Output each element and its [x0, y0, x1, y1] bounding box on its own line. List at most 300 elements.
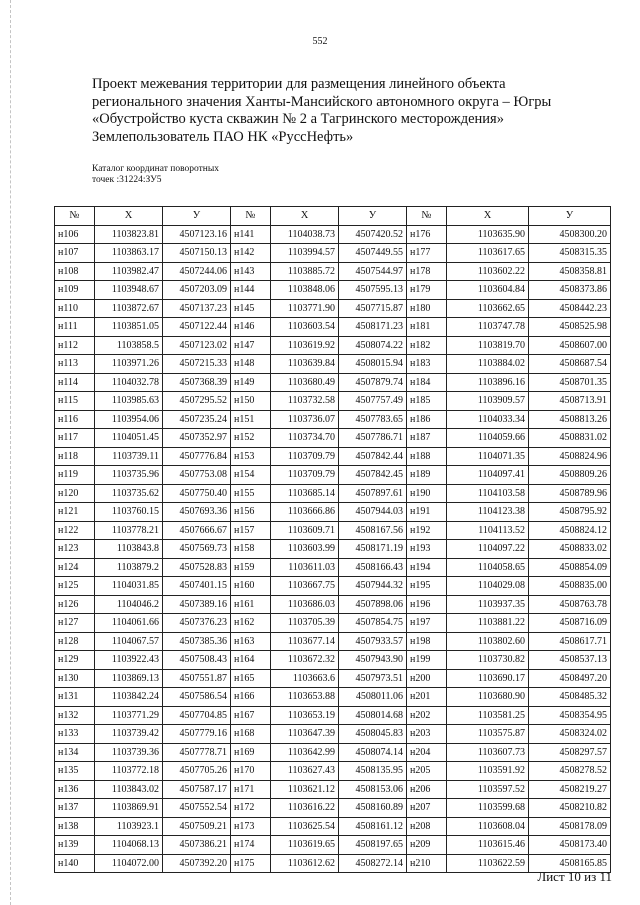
x-coordinate-cell: 1103747.78: [447, 318, 529, 337]
x-coordinate-cell: 1103609.71: [271, 521, 339, 540]
table-header-row: [55, 207, 611, 226]
y-coordinate-cell: 4507420.52: [339, 225, 407, 244]
y-coordinate-cell: 4508497.20: [529, 669, 611, 688]
y-coordinate-cell: 4508166.43: [339, 558, 407, 577]
x-coordinate-cell: 1104038.73: [271, 225, 339, 244]
x-coordinate-cell: 1103653.88: [271, 688, 339, 707]
x-coordinate-cell: 1103677.14: [271, 632, 339, 651]
y-coordinate-cell: 4507842.45: [339, 466, 407, 485]
x-coordinate-cell: 1104097.41: [447, 466, 529, 485]
y-coordinate-cell: 4507753.08: [163, 466, 231, 485]
point-id-cell: н199: [407, 651, 447, 670]
point-id-cell: н188: [407, 447, 447, 466]
column-header: У: [163, 207, 231, 226]
y-coordinate-cell: 4507944.32: [339, 577, 407, 596]
x-coordinate-cell: 1104058.65: [447, 558, 529, 577]
x-coordinate-cell: 1103709.79: [271, 466, 339, 485]
point-id-cell: н158: [231, 540, 271, 559]
y-coordinate-cell: 4507973.51: [339, 669, 407, 688]
y-coordinate-cell: 4508354.95: [529, 706, 611, 725]
x-coordinate-cell: 1103885.72: [271, 262, 339, 281]
y-coordinate-cell: 4507779.16: [163, 725, 231, 744]
x-coordinate-cell: 1103739.11: [95, 447, 163, 466]
point-id-cell: н147: [231, 336, 271, 355]
y-coordinate-cell: 4507715.87: [339, 299, 407, 318]
x-coordinate-cell: 1103771.29: [95, 706, 163, 725]
y-coordinate-cell: 4507295.52: [163, 392, 231, 411]
point-id-cell: н200: [407, 669, 447, 688]
point-id-cell: н111: [55, 318, 95, 337]
point-id-cell: н186: [407, 410, 447, 429]
point-id-cell: н118: [55, 447, 95, 466]
table-row: [55, 225, 611, 244]
y-coordinate-cell: 4508173.40: [529, 836, 611, 855]
point-id-cell: н150: [231, 392, 271, 411]
point-id-cell: н208: [407, 817, 447, 836]
y-coordinate-cell: 4508358.81: [529, 262, 611, 281]
y-coordinate-cell: 4507203.09: [163, 281, 231, 300]
table-row: [55, 595, 611, 614]
x-coordinate-cell: 1104068.13: [95, 836, 163, 855]
point-id-cell: н121: [55, 503, 95, 522]
point-id-cell: н180: [407, 299, 447, 318]
y-coordinate-cell: 4507123.02: [163, 336, 231, 355]
column-header: X: [271, 207, 339, 226]
table-row: [55, 688, 611, 707]
y-coordinate-cell: 4507368.39: [163, 373, 231, 392]
point-id-cell: н109: [55, 281, 95, 300]
x-coordinate-cell: 1103937.35: [447, 595, 529, 614]
y-coordinate-cell: 4508197.65: [339, 836, 407, 855]
x-coordinate-cell: 1103603.54: [271, 318, 339, 337]
y-coordinate-cell: 4507352.97: [163, 429, 231, 448]
x-coordinate-cell: 1103680.90: [447, 688, 529, 707]
point-id-cell: н189: [407, 466, 447, 485]
y-coordinate-cell: 4508210.82: [529, 799, 611, 818]
point-id-cell: н144: [231, 281, 271, 300]
y-coordinate-cell: 4507897.61: [339, 484, 407, 503]
table-row: [55, 447, 611, 466]
y-coordinate-cell: 4508701.35: [529, 373, 611, 392]
x-coordinate-cell: 1103622.59: [447, 854, 529, 873]
x-coordinate-cell: 1103662.65: [447, 299, 529, 318]
point-id-cell: н179: [407, 281, 447, 300]
x-coordinate-cell: 1103616.22: [271, 799, 339, 818]
title-line: Проект межевания территории для размещения линейного объекта: [92, 76, 506, 92]
table-row: [55, 540, 611, 559]
y-coordinate-cell: 4507122.44: [163, 318, 231, 337]
point-id-cell: н193: [407, 540, 447, 559]
x-coordinate-cell: 1103985.63: [95, 392, 163, 411]
x-coordinate-cell: 1103625.54: [271, 817, 339, 836]
x-coordinate-cell: 1103851.05: [95, 318, 163, 337]
y-coordinate-cell: 4507778.71: [163, 743, 231, 762]
point-id-cell: н126: [55, 595, 95, 614]
y-coordinate-cell: 4508716.09: [529, 614, 611, 633]
x-coordinate-cell: 1103735.62: [95, 484, 163, 503]
x-coordinate-cell: 1103603.99: [271, 540, 339, 559]
y-coordinate-cell: 4508442.23: [529, 299, 611, 318]
point-id-cell: н139: [55, 836, 95, 855]
x-coordinate-cell: 1103848.06: [271, 281, 339, 300]
point-id-cell: н177: [407, 244, 447, 263]
point-id-cell: н119: [55, 466, 95, 485]
point-id-cell: н172: [231, 799, 271, 818]
x-coordinate-cell: 1103732.58: [271, 392, 339, 411]
point-id-cell: н125: [55, 577, 95, 596]
y-coordinate-cell: 4507137.23: [163, 299, 231, 318]
x-coordinate-cell: 1103627.43: [271, 762, 339, 781]
x-coordinate-cell: 1103819.70: [447, 336, 529, 355]
point-id-cell: н176: [407, 225, 447, 244]
point-id-cell: н164: [231, 651, 271, 670]
point-id-cell: н195: [407, 577, 447, 596]
point-id-cell: н204: [407, 743, 447, 762]
table-row: [55, 669, 611, 688]
y-coordinate-cell: 4508713.91: [529, 392, 611, 411]
y-coordinate-cell: 4508074.14: [339, 743, 407, 762]
point-id-cell: н170: [231, 762, 271, 781]
x-coordinate-cell: 1103672.32: [271, 651, 339, 670]
point-id-cell: н197: [407, 614, 447, 633]
x-coordinate-cell: 1103982.47: [95, 262, 163, 281]
y-coordinate-cell: 4508687.54: [529, 355, 611, 374]
table-row: [55, 521, 611, 540]
y-coordinate-cell: 4507401.15: [163, 577, 231, 596]
point-id-cell: н167: [231, 706, 271, 725]
y-coordinate-cell: 4508525.98: [529, 318, 611, 337]
y-coordinate-cell: 4507552.54: [163, 799, 231, 818]
x-coordinate-cell: 1103971.26: [95, 355, 163, 374]
x-coordinate-cell: 1103869.13: [95, 669, 163, 688]
x-coordinate-cell: 1104029.08: [447, 577, 529, 596]
x-coordinate-cell: 1103685.14: [271, 484, 339, 503]
table-row: [55, 743, 611, 762]
table-row: [55, 854, 611, 873]
point-id-cell: н155: [231, 484, 271, 503]
point-id-cell: н190: [407, 484, 447, 503]
y-coordinate-cell: 4507569.73: [163, 540, 231, 559]
y-coordinate-cell: 4508014.68: [339, 706, 407, 725]
point-id-cell: н157: [231, 521, 271, 540]
y-coordinate-cell: 4508297.57: [529, 743, 611, 762]
y-coordinate-cell: 4507898.06: [339, 595, 407, 614]
point-id-cell: н185: [407, 392, 447, 411]
point-id-cell: н106: [55, 225, 95, 244]
point-id-cell: н165: [231, 669, 271, 688]
y-coordinate-cell: 4507933.57: [339, 632, 407, 651]
x-coordinate-cell: 1103994.57: [271, 244, 339, 263]
point-id-cell: н154: [231, 466, 271, 485]
point-id-cell: н207: [407, 799, 447, 818]
sheet-counter: Лист 10 из 11: [537, 869, 612, 884]
y-coordinate-cell: 4508011.06: [339, 688, 407, 707]
point-id-cell: н129: [55, 651, 95, 670]
x-coordinate-cell: 1103869.91: [95, 799, 163, 818]
table-row: [55, 373, 611, 392]
x-coordinate-cell: 1103872.67: [95, 299, 163, 318]
x-coordinate-cell: 1103635.90: [447, 225, 529, 244]
point-id-cell: н161: [231, 595, 271, 614]
point-id-cell: н202: [407, 706, 447, 725]
x-coordinate-cell: 1103736.07: [271, 410, 339, 429]
x-coordinate-cell: 1103863.17: [95, 244, 163, 263]
x-coordinate-cell: 1103823.81: [95, 225, 163, 244]
y-coordinate-cell: 4508789.96: [529, 484, 611, 503]
catalog-label-line: точек :31224:ЗУ5: [92, 175, 162, 185]
point-id-cell: н141: [231, 225, 271, 244]
point-id-cell: н198: [407, 632, 447, 651]
x-coordinate-cell: 1103642.99: [271, 743, 339, 762]
table-row: [55, 577, 611, 596]
x-coordinate-cell: 1103690.17: [447, 669, 529, 688]
column-header: №: [55, 207, 95, 226]
x-coordinate-cell: 1103611.03: [271, 558, 339, 577]
x-coordinate-cell: 1103896.16: [447, 373, 529, 392]
x-coordinate-cell: 1103881.22: [447, 614, 529, 633]
point-id-cell: н171: [231, 780, 271, 799]
y-coordinate-cell: 4508373.86: [529, 281, 611, 300]
y-coordinate-cell: 4508178.09: [529, 817, 611, 836]
y-coordinate-cell: 4508537.13: [529, 651, 611, 670]
y-coordinate-cell: 4508045.83: [339, 725, 407, 744]
point-id-cell: н107: [55, 244, 95, 263]
y-coordinate-cell: 4508219.27: [529, 780, 611, 799]
point-id-cell: н145: [231, 299, 271, 318]
point-id-cell: н160: [231, 577, 271, 596]
y-coordinate-cell: 4508617.71: [529, 632, 611, 651]
x-coordinate-cell: 1103575.87: [447, 725, 529, 744]
point-id-cell: н135: [55, 762, 95, 781]
y-coordinate-cell: 4508300.20: [529, 225, 611, 244]
y-coordinate-cell: 4507392.20: [163, 854, 231, 873]
table-row: [55, 799, 611, 818]
x-coordinate-cell: 1103954.06: [95, 410, 163, 429]
point-id-cell: н205: [407, 762, 447, 781]
x-coordinate-cell: 1103607.73: [447, 743, 529, 762]
x-coordinate-cell: 1103667.75: [271, 577, 339, 596]
y-coordinate-cell: 4508074.22: [339, 336, 407, 355]
point-id-cell: н151: [231, 410, 271, 429]
x-coordinate-cell: 1103597.52: [447, 780, 529, 799]
table-row: [55, 410, 611, 429]
y-coordinate-cell: 4508854.09: [529, 558, 611, 577]
y-coordinate-cell: 4508165.85: [529, 854, 611, 873]
y-coordinate-cell: 4507587.17: [163, 780, 231, 799]
x-coordinate-cell: 1103581.25: [447, 706, 529, 725]
y-coordinate-cell: 4507879.74: [339, 373, 407, 392]
y-coordinate-cell: 4507854.75: [339, 614, 407, 633]
x-coordinate-cell: 1103879.2: [95, 558, 163, 577]
point-id-cell: н134: [55, 743, 95, 762]
y-coordinate-cell: 4507528.83: [163, 558, 231, 577]
point-id-cell: н187: [407, 429, 447, 448]
x-coordinate-cell: 1103619.65: [271, 836, 339, 855]
x-coordinate-cell: 1104072.00: [95, 854, 163, 873]
y-coordinate-cell: 4507693.36: [163, 503, 231, 522]
y-coordinate-cell: 4508835.00: [529, 577, 611, 596]
table-body: [55, 225, 611, 873]
point-id-cell: н184: [407, 373, 447, 392]
table-row: [55, 725, 611, 744]
point-id-cell: н136: [55, 780, 95, 799]
x-coordinate-cell: 1103739.42: [95, 725, 163, 744]
y-coordinate-cell: 4508160.89: [339, 799, 407, 818]
point-id-cell: н138: [55, 817, 95, 836]
column-header: №: [231, 207, 271, 226]
table-row: [55, 466, 611, 485]
y-coordinate-cell: 4507586.54: [163, 688, 231, 707]
y-coordinate-cell: 4507449.55: [339, 244, 407, 263]
table-row: [55, 281, 611, 300]
table-row: [55, 632, 611, 651]
table-row: [55, 244, 611, 263]
point-id-cell: н210: [407, 854, 447, 873]
x-coordinate-cell: 1104103.58: [447, 484, 529, 503]
y-coordinate-cell: 4507666.67: [163, 521, 231, 540]
y-coordinate-cell: 4507783.65: [339, 410, 407, 429]
document-title: [92, 76, 612, 146]
x-coordinate-cell: 1103653.19: [271, 706, 339, 725]
x-coordinate-cell: 1104051.45: [95, 429, 163, 448]
column-header: X: [95, 207, 163, 226]
x-coordinate-cell: 1103619.92: [271, 336, 339, 355]
point-id-cell: н120: [55, 484, 95, 503]
x-coordinate-cell: 1103843.8: [95, 540, 163, 559]
y-coordinate-cell: 4507386.21: [163, 836, 231, 855]
coordinate-table: [54, 206, 611, 873]
point-id-cell: н122: [55, 521, 95, 540]
point-id-cell: н142: [231, 244, 271, 263]
table-row: [55, 706, 611, 725]
y-coordinate-cell: 4507544.97: [339, 262, 407, 281]
scan-edge-line: [10, 0, 11, 905]
y-coordinate-cell: 4508153.06: [339, 780, 407, 799]
table-row: [55, 503, 611, 522]
x-coordinate-cell: 1103843.02: [95, 780, 163, 799]
x-coordinate-cell: 1103771.90: [271, 299, 339, 318]
point-id-cell: н182: [407, 336, 447, 355]
y-coordinate-cell: 4507509.21: [163, 817, 231, 836]
x-coordinate-cell: 1104032.78: [95, 373, 163, 392]
point-id-cell: н169: [231, 743, 271, 762]
y-coordinate-cell: 4508607.00: [529, 336, 611, 355]
point-id-cell: н148: [231, 355, 271, 374]
x-coordinate-cell: 1103591.92: [447, 762, 529, 781]
x-coordinate-cell: 1103760.15: [95, 503, 163, 522]
x-coordinate-cell: 1103909.57: [447, 392, 529, 411]
point-id-cell: н168: [231, 725, 271, 744]
point-id-cell: н203: [407, 725, 447, 744]
x-coordinate-cell: 1103617.65: [447, 244, 529, 263]
x-coordinate-cell: 1104067.57: [95, 632, 163, 651]
x-coordinate-cell: 1103612.62: [271, 854, 339, 873]
x-coordinate-cell: 1103922.43: [95, 651, 163, 670]
title-line: «Обустройство куста скважин № 2 а Тагринского месторождения»: [92, 111, 504, 127]
table-row: [55, 558, 611, 577]
x-coordinate-cell: 1103858.5: [95, 336, 163, 355]
table-row: [55, 817, 611, 836]
y-coordinate-cell: 4508795.92: [529, 503, 611, 522]
y-coordinate-cell: 4507376.23: [163, 614, 231, 633]
y-coordinate-cell: 4507150.13: [163, 244, 231, 263]
catalog-label: [92, 164, 312, 186]
x-coordinate-cell: 1104113.52: [447, 521, 529, 540]
y-coordinate-cell: 4507123.16: [163, 225, 231, 244]
point-id-cell: н183: [407, 355, 447, 374]
y-coordinate-cell: 4508315.35: [529, 244, 611, 263]
y-coordinate-cell: 4508135.95: [339, 762, 407, 781]
table-row: [55, 392, 611, 411]
y-coordinate-cell: 4508824.12: [529, 521, 611, 540]
y-coordinate-cell: 4507842.44: [339, 447, 407, 466]
x-coordinate-cell: 1103615.46: [447, 836, 529, 855]
column-header: X: [447, 207, 529, 226]
point-id-cell: н124: [55, 558, 95, 577]
x-coordinate-cell: 1103778.21: [95, 521, 163, 540]
point-id-cell: н113: [55, 355, 95, 374]
point-id-cell: н178: [407, 262, 447, 281]
y-coordinate-cell: 4507704.85: [163, 706, 231, 725]
x-coordinate-cell: 1104061.66: [95, 614, 163, 633]
point-id-cell: н140: [55, 854, 95, 873]
x-coordinate-cell: 1103842.24: [95, 688, 163, 707]
x-coordinate-cell: 1104033.34: [447, 410, 529, 429]
x-coordinate-cell: 1103705.39: [271, 614, 339, 633]
y-coordinate-cell: 4508813.26: [529, 410, 611, 429]
x-coordinate-cell: 1103948.67: [95, 281, 163, 300]
point-id-cell: н191: [407, 503, 447, 522]
y-coordinate-cell: 4507776.84: [163, 447, 231, 466]
x-coordinate-cell: 1103734.70: [271, 429, 339, 448]
x-coordinate-cell: 1103602.22: [447, 262, 529, 281]
table-row: [55, 836, 611, 855]
point-id-cell: н162: [231, 614, 271, 633]
y-coordinate-cell: 4508485.32: [529, 688, 611, 707]
x-coordinate-cell: 1103739.36: [95, 743, 163, 762]
x-coordinate-cell: 1104071.35: [447, 447, 529, 466]
x-coordinate-cell: 1103647.39: [271, 725, 339, 744]
x-coordinate-cell: 1103686.03: [271, 595, 339, 614]
y-coordinate-cell: 4508831.02: [529, 429, 611, 448]
y-coordinate-cell: 4508167.56: [339, 521, 407, 540]
x-coordinate-cell: 1104046.2: [95, 595, 163, 614]
table-row: [55, 355, 611, 374]
y-coordinate-cell: 4507551.87: [163, 669, 231, 688]
y-coordinate-cell: 4507235.24: [163, 410, 231, 429]
x-coordinate-cell: 1103709.79: [271, 447, 339, 466]
column-header: У: [339, 207, 407, 226]
point-id-cell: н173: [231, 817, 271, 836]
x-coordinate-cell: 1104059.66: [447, 429, 529, 448]
x-coordinate-cell: 1104097.22: [447, 540, 529, 559]
x-coordinate-cell: 1103639.84: [271, 355, 339, 374]
point-id-cell: н127: [55, 614, 95, 633]
point-id-cell: н196: [407, 595, 447, 614]
y-coordinate-cell: 4507943.90: [339, 651, 407, 670]
catalog-label-line: Каталог координат поворотных: [92, 164, 220, 174]
y-coordinate-cell: 4508015.94: [339, 355, 407, 374]
x-coordinate-cell: 1103884.02: [447, 355, 529, 374]
point-id-cell: н194: [407, 558, 447, 577]
column-header: У: [529, 207, 611, 226]
point-id-cell: н112: [55, 336, 95, 355]
y-coordinate-cell: 4507750.40: [163, 484, 231, 503]
y-coordinate-cell: 4508324.02: [529, 725, 611, 744]
point-id-cell: н166: [231, 688, 271, 707]
point-id-cell: н209: [407, 836, 447, 855]
y-coordinate-cell: 4507705.26: [163, 762, 231, 781]
